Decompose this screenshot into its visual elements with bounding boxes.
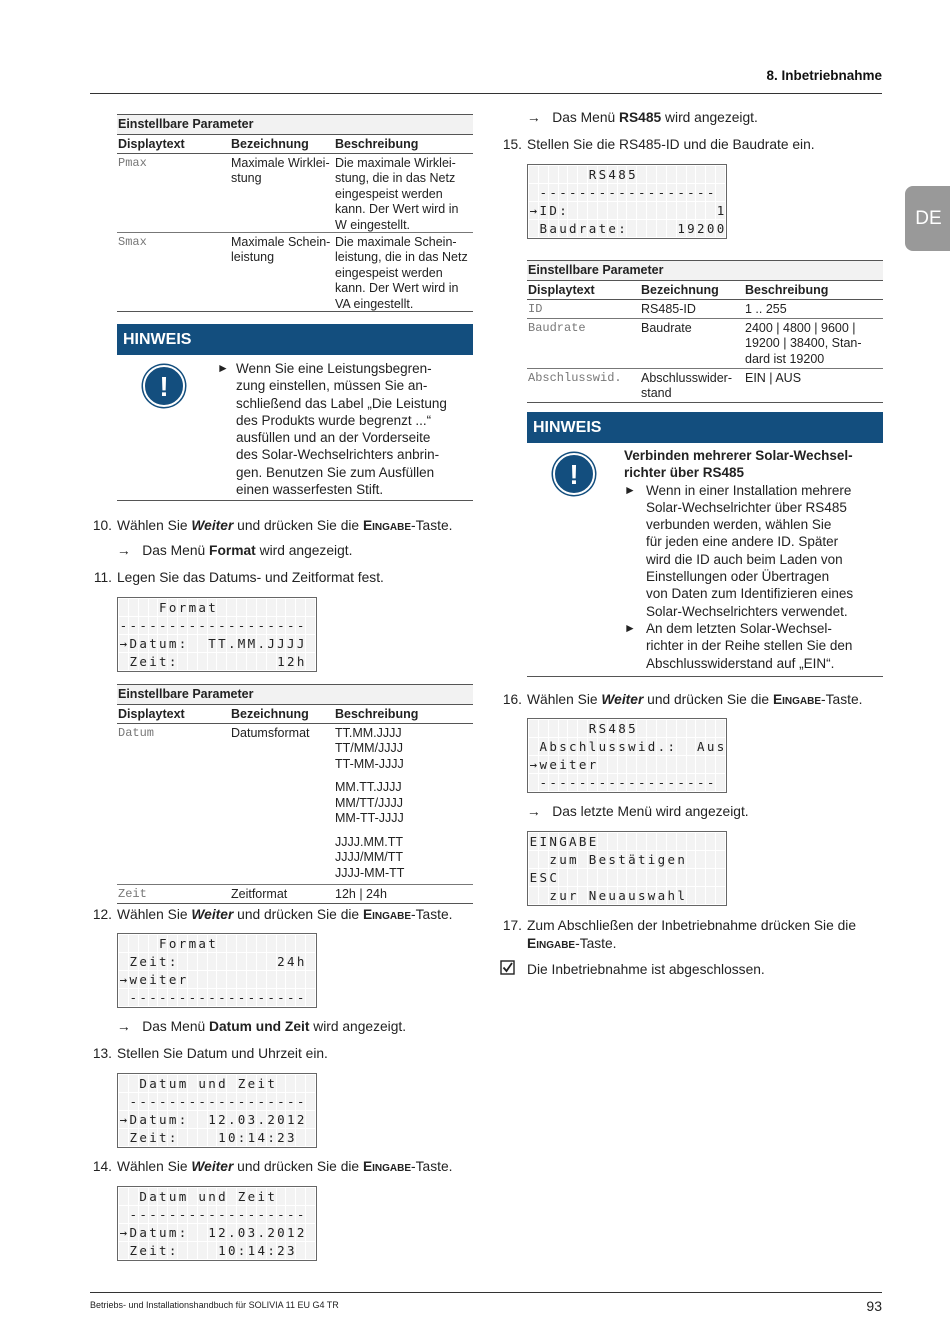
column-header: Beschreibung — [335, 136, 419, 151]
table-row — [527, 369, 883, 403]
column-header: Displaytext — [118, 706, 185, 721]
lcd-line: → D a t u m : 1 2 . 0 3 . 2 0 1 2 — [119, 1111, 316, 1129]
column-header: Displaytext — [528, 282, 595, 297]
arrow-icon: → — [527, 804, 541, 819]
table-header — [527, 281, 883, 300]
step-11: 11. Legen Sie das Datums- und Zeitformat fest. — [93, 570, 384, 585]
lcd-line: → w e i t e r — [529, 756, 726, 774]
lcd-line: F o r m a t — [119, 935, 316, 953]
language-tab: DE — [905, 186, 950, 251]
lcd-line: → I D : 1 — [529, 203, 725, 218]
footer-manual-title: Betriebs- und Installationshandbuch für SOLIVIA 11 EU G4 TR — [90, 1300, 339, 1310]
notice-box — [527, 412, 883, 677]
result-12: → Das Menü Datum und Zeit wird angezeigt. — [117, 1019, 407, 1034]
notice-title: HINWEIS — [527, 412, 883, 443]
lcd-line: - - - - - - - - - - - - - - - - - - — [529, 184, 726, 202]
lcd-line: A b s c h l u s s w i d . : A u s — [529, 738, 726, 756]
lcd-display-rs485-1 — [527, 164, 727, 239]
lcd-line: - - - - - - - - - - - - - - - - - - — [119, 989, 316, 1007]
lcd-display-final — [527, 831, 727, 906]
lcd-line: z u m B e s t ä t i g e n — [529, 851, 726, 869]
bullet-icon: ► — [624, 482, 636, 497]
step-14: 14. Wählen Sie Weiter und drücken Sie die Eingabe-Taste. — [92, 1159, 453, 1174]
exclamation-icon: ! — [143, 365, 185, 407]
parameter-table-power — [117, 114, 473, 312]
result-16: → Das letzte Menü wird angezeigt. — [527, 804, 749, 819]
parameter-table-rs485 — [527, 260, 883, 403]
column-header: Beschreibung — [335, 706, 419, 721]
lcd-line: z u r N e u a u s w a h l — [529, 887, 726, 905]
lcd-line: - - - - - - - - - - - - - - - - - - — [529, 774, 726, 792]
lcd-line: E I N G A B E — [529, 833, 726, 851]
exclamation-icon: ! — [553, 453, 595, 495]
notice-bullet: ► An dem letzten Solar-Wechsel- richter in der Reihe stellen Sie den Abschlusswiderstand auf „EIN“. — [624, 620, 853, 671]
lcd-line: - - - - - - - - - - - - - - - - - - — [119, 1093, 316, 1111]
display-text: Smax — [118, 234, 147, 249]
lcd-line: Z e i t : 1 0 : 1 4 : 2 3 — [119, 1129, 316, 1147]
notice-title: HINWEIS — [117, 324, 473, 355]
lcd-line: → D a t u m : T T . M M . J J J J — [119, 635, 316, 653]
lcd-line: D a t u m u n d Z e i t — [119, 1075, 316, 1093]
parameter-description: 12h | 24h — [335, 886, 387, 901]
table-header — [117, 705, 473, 724]
display-text: Abschlusswid. — [528, 370, 622, 385]
step-10: 10. Wählen Sie Weiter und drücken Sie die Eingabe-Taste. — [92, 518, 453, 533]
lcd-display-format-2 — [117, 933, 317, 1008]
parameter-description: TT.MM.JJJJ TT/MM/JJJJ TT-MM-JJJJ MM.TT.JJJJ MM/TT/JJJJ MM-TT-JJJJ JJJJ.MM.TT JJJJ/MM/TT JJJJ-MM-TT — [335, 725, 405, 880]
parameter-description: 2400 | 4800 | 9600 | 19200 | 38400, Stan- dard ist 19200 — [745, 320, 862, 366]
lcd-display-datetime-2 — [117, 1186, 317, 1261]
lcd-line: B a u d r a t e : 1 9 2 0 0 — [529, 220, 726, 238]
lcd-line: - - - - - - - - - - - - - - - - - - - — [119, 617, 316, 635]
table-title: Einstellbare Parameter — [527, 260, 883, 281]
step-15: 15. Stellen Sie die RS485-ID und die Baudrate ein. — [502, 137, 815, 152]
lcd-line: R S 4 8 5 — [529, 720, 726, 738]
lcd-line: Z e i t : 1 2 h — [119, 653, 316, 671]
notice-bullet: ► Wenn in einer Installation mehrere Solar-Wechselrichter über RS485 verbunden werden, wählen Sie für jeden eine andere ID. Später wird die ID auch beim Laden von Einstellungen oder Übertragen von Daten zum Identifizieren eines Solar-Wechselrichters verwendet. — [624, 482, 854, 619]
checkbox-checked-icon — [500, 960, 516, 981]
table-title: Einstellbare Parameter — [117, 114, 473, 135]
arrow-icon: → — [117, 543, 131, 558]
parameter-name: Baudrate — [641, 320, 692, 335]
table-header — [117, 135, 473, 154]
parameter-description: 1 .. 255 — [745, 301, 787, 316]
parameter-description: Die maximale Wirklei- stung, die in das Netz eingespeist werden kann. Der Wert wird in W eingestellt. — [335, 155, 459, 232]
display-text: Baudrate — [528, 320, 586, 335]
completion-text: Die Inbetriebnahme ist abgeschlossen. — [527, 962, 765, 977]
result-14: → Das Menü RS485 wird angezeigt. — [527, 110, 758, 125]
notice-text: ► Wenn Sie eine Leistungsbegren- zung einstellen, müssen Sie an- schließend das Label „Die Leistung des Produkts wurde begrenzt ...“ ausfüllen und an der Vorderseite des Solar-Wechselrichters anbrin- gen. Benutzen Sie zum Ausfüllen einen wasserfesten Stift. — [217, 361, 447, 498]
step-16: 16. Wählen Sie Weiter und drücken Sie die Eingabe-Taste. — [502, 692, 863, 707]
lcd-display-format-1 — [117, 597, 317, 672]
parameter-name: Zeitformat — [231, 886, 288, 901]
parameter-name: Datumsformat — [231, 725, 310, 740]
display-text: Datum — [118, 725, 155, 740]
lcd-display-rs485-2 — [527, 718, 727, 793]
display-text: Zeit — [118, 886, 147, 901]
step-13: 13. Stellen Sie Datum und Uhrzeit ein. — [92, 1046, 328, 1061]
parameter-name: RS485-ID — [641, 301, 696, 316]
column-header: Bezeichnung — [231, 136, 309, 151]
section-title: 8. Inbetriebnahme — [766, 68, 882, 83]
lcd-line: - - - - - - - - - - - - - - - - - - — [119, 1206, 316, 1224]
column-header: Bezeichnung — [641, 282, 719, 297]
lcd-display-datetime-1 — [117, 1073, 317, 1148]
table-row — [527, 300, 883, 319]
arrow-icon: → — [527, 110, 541, 125]
page-number: 93 — [866, 1298, 882, 1314]
table-row — [117, 885, 473, 904]
lcd-line: D a t u m u n d Z e i t — [119, 1188, 316, 1206]
lcd-line: → w e i t e r — [119, 971, 316, 989]
column-header: Displaytext — [118, 136, 185, 151]
step-12: 12. Wählen Sie Weiter und drücken Sie die Eingabe-Taste. — [92, 907, 453, 922]
column-header: Beschreibung — [745, 282, 829, 297]
notice-box — [117, 324, 473, 501]
bullet-icon: ► — [217, 361, 229, 375]
bullet-icon: ► — [624, 620, 636, 635]
step-17: 17. Zum Abschließen der Inbetriebnahme drücken Sie die Eingabe-Taste. — [502, 918, 857, 951]
lcd-line: F o r m a t — [119, 599, 316, 617]
parameter-name: Abschlusswider- stand — [641, 370, 733, 400]
result-10: → Das Menü Format wird angezeigt. — [117, 543, 353, 558]
notice-text — [624, 447, 883, 672]
table-row — [527, 319, 883, 369]
parameter-name: Maximale Wirklei- stung — [231, 155, 330, 185]
table-title: Einstellbare Parameter — [117, 684, 473, 705]
parameter-description: Die maximale Schein- leistung, die in das Netz eingespeist werden kann. Der Wert wird in VA eingestellt. — [335, 234, 468, 311]
lcd-line: R S 4 8 5 — [529, 166, 726, 184]
table-row — [117, 724, 473, 885]
lcd-line: Z e i t : 2 4 h — [119, 953, 316, 971]
parameter-table-format — [117, 684, 473, 904]
parameter-name: Maximale Schein- leistung — [231, 234, 331, 264]
lcd-line: Z e i t : 1 0 : 1 4 : 2 3 — [119, 1242, 316, 1260]
display-text: Pmax — [118, 155, 147, 170]
header-divider — [90, 93, 882, 94]
table-row — [117, 233, 473, 312]
lcd-line: E S C — [529, 869, 726, 887]
table-row — [117, 154, 473, 233]
parameter-description: EIN | AUS — [745, 370, 802, 385]
display-text: ID — [528, 301, 543, 316]
column-header: Bezeichnung — [231, 706, 309, 721]
arrow-icon: → — [117, 1019, 131, 1034]
footer-divider — [90, 1292, 882, 1293]
notice-heading: Verbinden mehrerer Solar-Wechsel- richter über RS485 — [624, 448, 853, 481]
lcd-line: → D a t u m : 1 2 . 0 3 . 2 0 1 2 — [119, 1224, 316, 1242]
